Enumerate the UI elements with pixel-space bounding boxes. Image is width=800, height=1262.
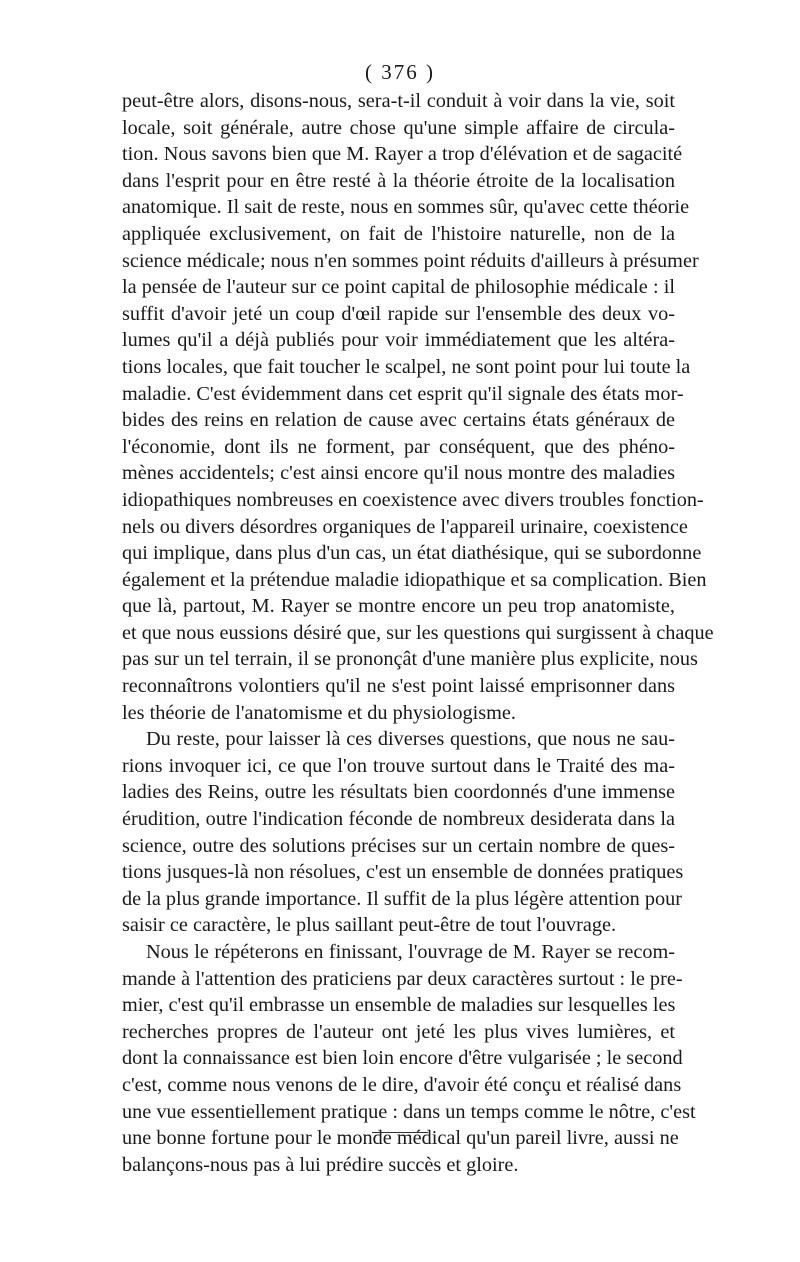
text-line: mande à l'attention des praticiens par deux caractères surtout : le pre- [122,967,683,990]
text-line: une bonne fortune pour le monde médical qu'un pareil livre, aussi ne [122,1127,679,1150]
text-line: dont la connaissance est bien loin encore d'être vulgarisée ; le second [122,1047,683,1070]
text-line: peut-être alors, disons-nous, sera-t-il conduit à voir dans la vie, soit [122,90,675,112]
text-line: mier, c'est qu'il embrasse un ensemble de maladies sur lesquelles les [122,994,676,1017]
text-line: l'économie, dont ils ne forment, par conséquent, que des phéno- [122,435,675,458]
text-line: reconnaîtrons volontiers qu'il ne s'est point laissé emprisonner dans [122,675,675,698]
text-line: bides des reins en relation de cause avec certains états généraux de [122,409,675,432]
text-line: une vue essentiellement pratique : dans un temps comme le nôtre, c'est [122,1100,696,1123]
text-line: tion. Nous savons bien que M. Rayer a trop d'élévation et de sagacité [122,143,683,166]
text-line: mènes accidentels; c'est ainsi encore qu'il nous montre des maladies [122,462,675,485]
text-line: nels ou divers désordres organiques de l'appareil urinaire, coexistence [122,515,688,538]
text-line: la pensée de l'auteur sur ce point capital de philosophie médicale : il [122,276,675,299]
text-line: maladie. C'est évidemment dans cet esprit qu'il signale des états mor- [122,382,684,405]
text-line: recherches propres de l'auteur ont jeté les plus vives lumières, et [122,1020,675,1043]
text-line: idiopathiques nombreuses en coexistence avec divers troubles fonction- [122,488,704,511]
text-line: c'est, comme nous venons de le dire, d'avoir été conçu et réalisé dans [122,1073,682,1096]
text-line: tions jusques-là non résolues, c'est un ensemble de données pratiques [122,861,684,884]
text-line: pas sur un tel terrain, il se prononçât d'une manière plus explicite, nous [122,648,698,671]
body-text [122,88,714,1178]
paragraph-start-line: Nous le répéterons en finissant, l'ouvrage de M. Rayer se recom- [146,941,675,963]
text-line: érudition, outre l'indication féconde de nombreux desiderata dans la [122,808,675,831]
text-line: dans l'esprit pour en être resté à la théorie étroite de la localisation [122,169,675,192]
paragraph-end-line: les théorie de l'anatomisme et du physiologisme. [122,701,516,724]
paragraph-start-line: Du reste, pour laisser là ces diverses questions, que nous ne sau- [146,728,675,751]
text-line: également et la prétendue maladie idiopathique et sa complication. Bien [122,568,707,591]
text-line: rions invoquer ici, ce que l'on trouve surtout dans le Traité des ma- [122,754,675,777]
text-line: appliquée exclusivement, on fait de l'histoire naturelle, non de la [122,222,675,245]
text-line: tions locales, que fait toucher le scalpel, ne sont point pour lui toute la [122,355,691,378]
text-line: que là, partout, M. Rayer se montre encore un peu trop anatomiste, [122,595,675,618]
text-line: qui implique, dans plus d'un cas, un état diathésique, qui se subordonne [122,542,702,565]
text-line: science, outre des solutions précises sur un certain nombre de ques- [122,834,675,857]
page-number: ( 376 ) [365,60,435,84]
paragraph-end-line: balançons-nous pas à lui prédire succès et gloire. [122,1153,519,1176]
text-line: suffit d'avoir jeté un coup d'œil rapide sur l'ensemble des deux vo- [122,302,675,325]
text-line: et que nous eussions désiré que, sur les questions qui surgissent à chaque [122,621,714,644]
text-line: locale, soit générale, autre chose qu'une simple affaire de circula- [122,116,675,139]
end-rule [372,1132,428,1133]
text-line: science médicale; nous n'en sommes point réduits d'ailleurs à présumer [122,249,699,272]
text-line: ladies des Reins, outre les résultats bien coordonnés d'une immense [122,781,675,804]
text-line: lumes qu'il a déjà publiés pour voir immédiatement que les altéra- [122,329,675,352]
text-line: anatomique. Il sait de reste, nous en sommes sûr, qu'avec cette théorie [122,196,690,219]
paragraph-end-line: saisir ce caractère, le plus saillant peut-être de tout l'ouvrage. [122,914,617,937]
text-line: de la plus grande importance. Il suffit de la plus légère attention pour [122,887,683,910]
